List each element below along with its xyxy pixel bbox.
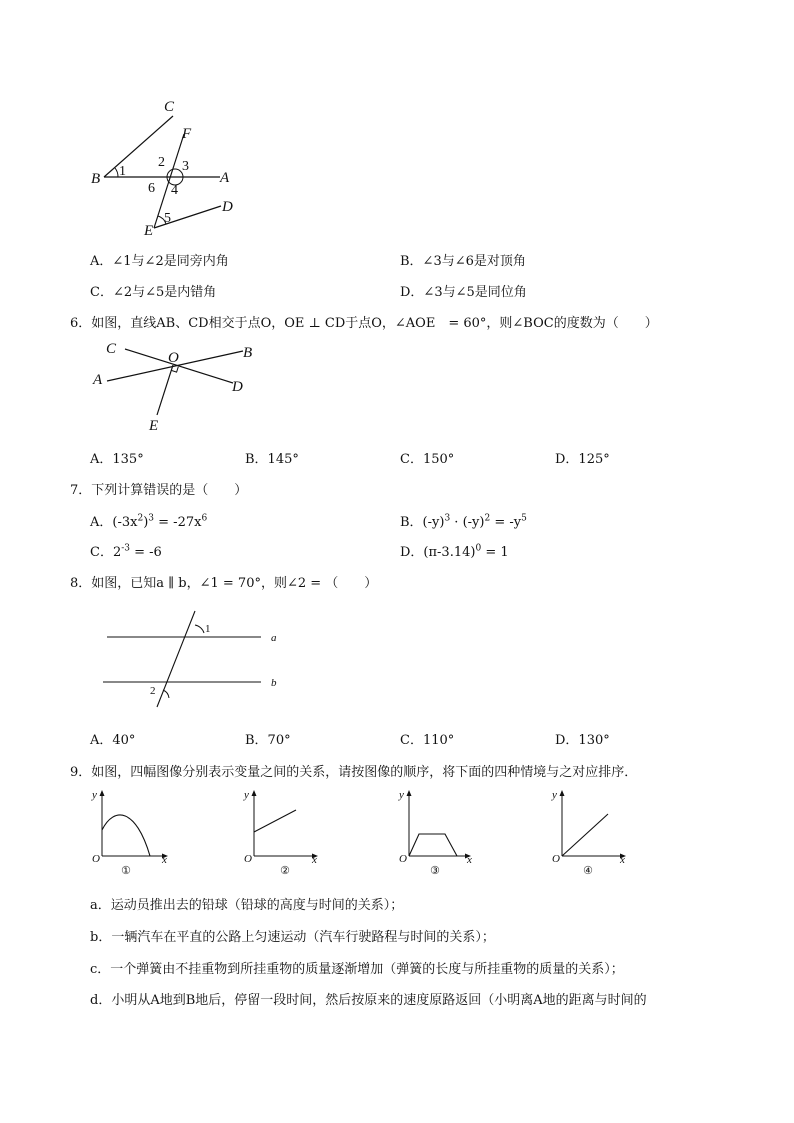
angle-4-label: 4 (171, 183, 178, 198)
graph-2-label: ② (280, 864, 290, 877)
q9-graph-3 (395, 786, 485, 881)
q5-option-c: C．∠2与∠5是内错角 (90, 285, 217, 300)
q8-figure (95, 605, 295, 715)
q9-item-c: c．一个弹簧由不挂重物到所挂重物的质量逐渐增加（弹簧的长度与所挂重物的质量的关系）； (90, 962, 624, 977)
q8-stem: 8．如图，已知a ∥ b，∠1 = 70°，则∠2 = （ ） (70, 576, 378, 591)
q6-option-a: A．135° (90, 452, 144, 467)
point-d-label: D (232, 379, 243, 395)
point-b-label: B (243, 345, 253, 361)
q7-option-b: B．$(-y)^3 \cdot (-y)^2 = -y^5$ (400, 513, 527, 530)
q6-stem: 6．如图，直线AB、CD相交于点O，OE ⊥ CD于点O，∠AOE = 60°，则∠BOC的度数为（ ） (70, 316, 658, 331)
q9-item-a: a．运动员推出去的铅球（铅球的高度与时间的关系）； (90, 898, 404, 913)
point-c-label: C (164, 99, 175, 115)
angle-6-label: 6 (148, 181, 155, 196)
q8-option-d: D．130° (555, 733, 610, 748)
x-axis-label: x (620, 854, 625, 866)
q8-option-a: A．40° (90, 733, 136, 748)
y-axis-label: y (399, 789, 404, 801)
q7-stem: 7．下列计算错误的是（ ） (70, 483, 248, 498)
line-b-label: b (271, 677, 277, 689)
angle-3-label: 3 (182, 159, 189, 174)
origin-label: O (244, 853, 252, 865)
graph-2-line (254, 810, 296, 832)
angle-1-arc (195, 625, 204, 633)
point-d-label: D (222, 199, 233, 215)
q6-figure (85, 335, 265, 435)
line-a-label: a (271, 632, 277, 644)
angle-1-arc (115, 168, 118, 177)
y-axis-label: y (244, 789, 249, 801)
ray-oe (157, 365, 173, 415)
graph-1-curve (102, 815, 150, 856)
graph-4-label: ④ (583, 864, 593, 877)
y-axis-label: y (92, 789, 97, 801)
q9-graph-2 (238, 786, 328, 881)
q9-graph-4 (546, 786, 636, 881)
q9-item-d: d．小明从A地到B地后，停留一段时间，然后按原来的速度原路返回（小明离A地的距离与时间的 (90, 993, 647, 1008)
angle-1-label: 1 (205, 623, 211, 635)
q5-option-a: A．∠1与∠2是同旁内角 (90, 254, 229, 269)
point-a-label: A (93, 372, 103, 388)
line-cd (125, 349, 233, 383)
q8-option-c: C．110° (400, 733, 455, 748)
point-c-label: C (106, 341, 117, 357)
q5-option-d: D．∠3与∠5是同位角 (400, 285, 527, 300)
q6-option-c: C．150° (400, 452, 455, 467)
point-o-label: O (168, 350, 179, 366)
graph-4-line (562, 814, 608, 856)
q8-option-b: B．70° (245, 733, 291, 748)
q6-option-d: D．125° (555, 452, 610, 467)
q5-option-b: B．∠3与∠6是对顶角 (400, 254, 526, 269)
point-e-label: E (149, 418, 159, 434)
x-axis-label: x (162, 854, 167, 866)
origin-label: O (552, 853, 560, 865)
q5-figure (80, 90, 250, 245)
graph-3-line (409, 834, 457, 856)
point-a-label: A (220, 170, 230, 186)
graph-3-label: ③ (430, 864, 440, 877)
q7-option-d: D．$(\pi-3.14)^0 = 1$ (400, 543, 509, 560)
graph-1-label: ① (121, 864, 131, 877)
angle-1-label: 1 (119, 164, 126, 179)
angle-2-arc (163, 690, 169, 698)
point-e-label: E (144, 223, 154, 239)
x-axis-label: x (467, 854, 472, 866)
q9-graph-1 (88, 786, 178, 881)
angle-2-label: 2 (158, 155, 165, 170)
q7-option-a: A．$(-3x^2)^3 = -27x^6$ (90, 513, 208, 530)
q7-option-c: C．$2^{-3} = -6$ (90, 543, 162, 560)
angle-5-label: 5 (164, 211, 171, 226)
q9-stem: 9．如图，四幅图像分别表示变量之间的关系，请按图像的顺序，将下面的四种情境与之对应排序． (70, 765, 638, 780)
x-axis-label: x (312, 854, 317, 866)
origin-label: O (399, 853, 407, 865)
q6-option-b: B．145° (245, 452, 299, 467)
q9-item-b: b．一辆汽车在平直的公路上匀速运动（汽车行驶路程与时间的关系）； (90, 930, 495, 945)
angle-2-label: 2 (150, 685, 156, 697)
y-axis-label: y (552, 789, 557, 801)
point-b-label: B (91, 171, 101, 187)
transversal (157, 611, 195, 707)
point-f-label: F (182, 126, 192, 142)
origin-label: O (92, 853, 100, 865)
